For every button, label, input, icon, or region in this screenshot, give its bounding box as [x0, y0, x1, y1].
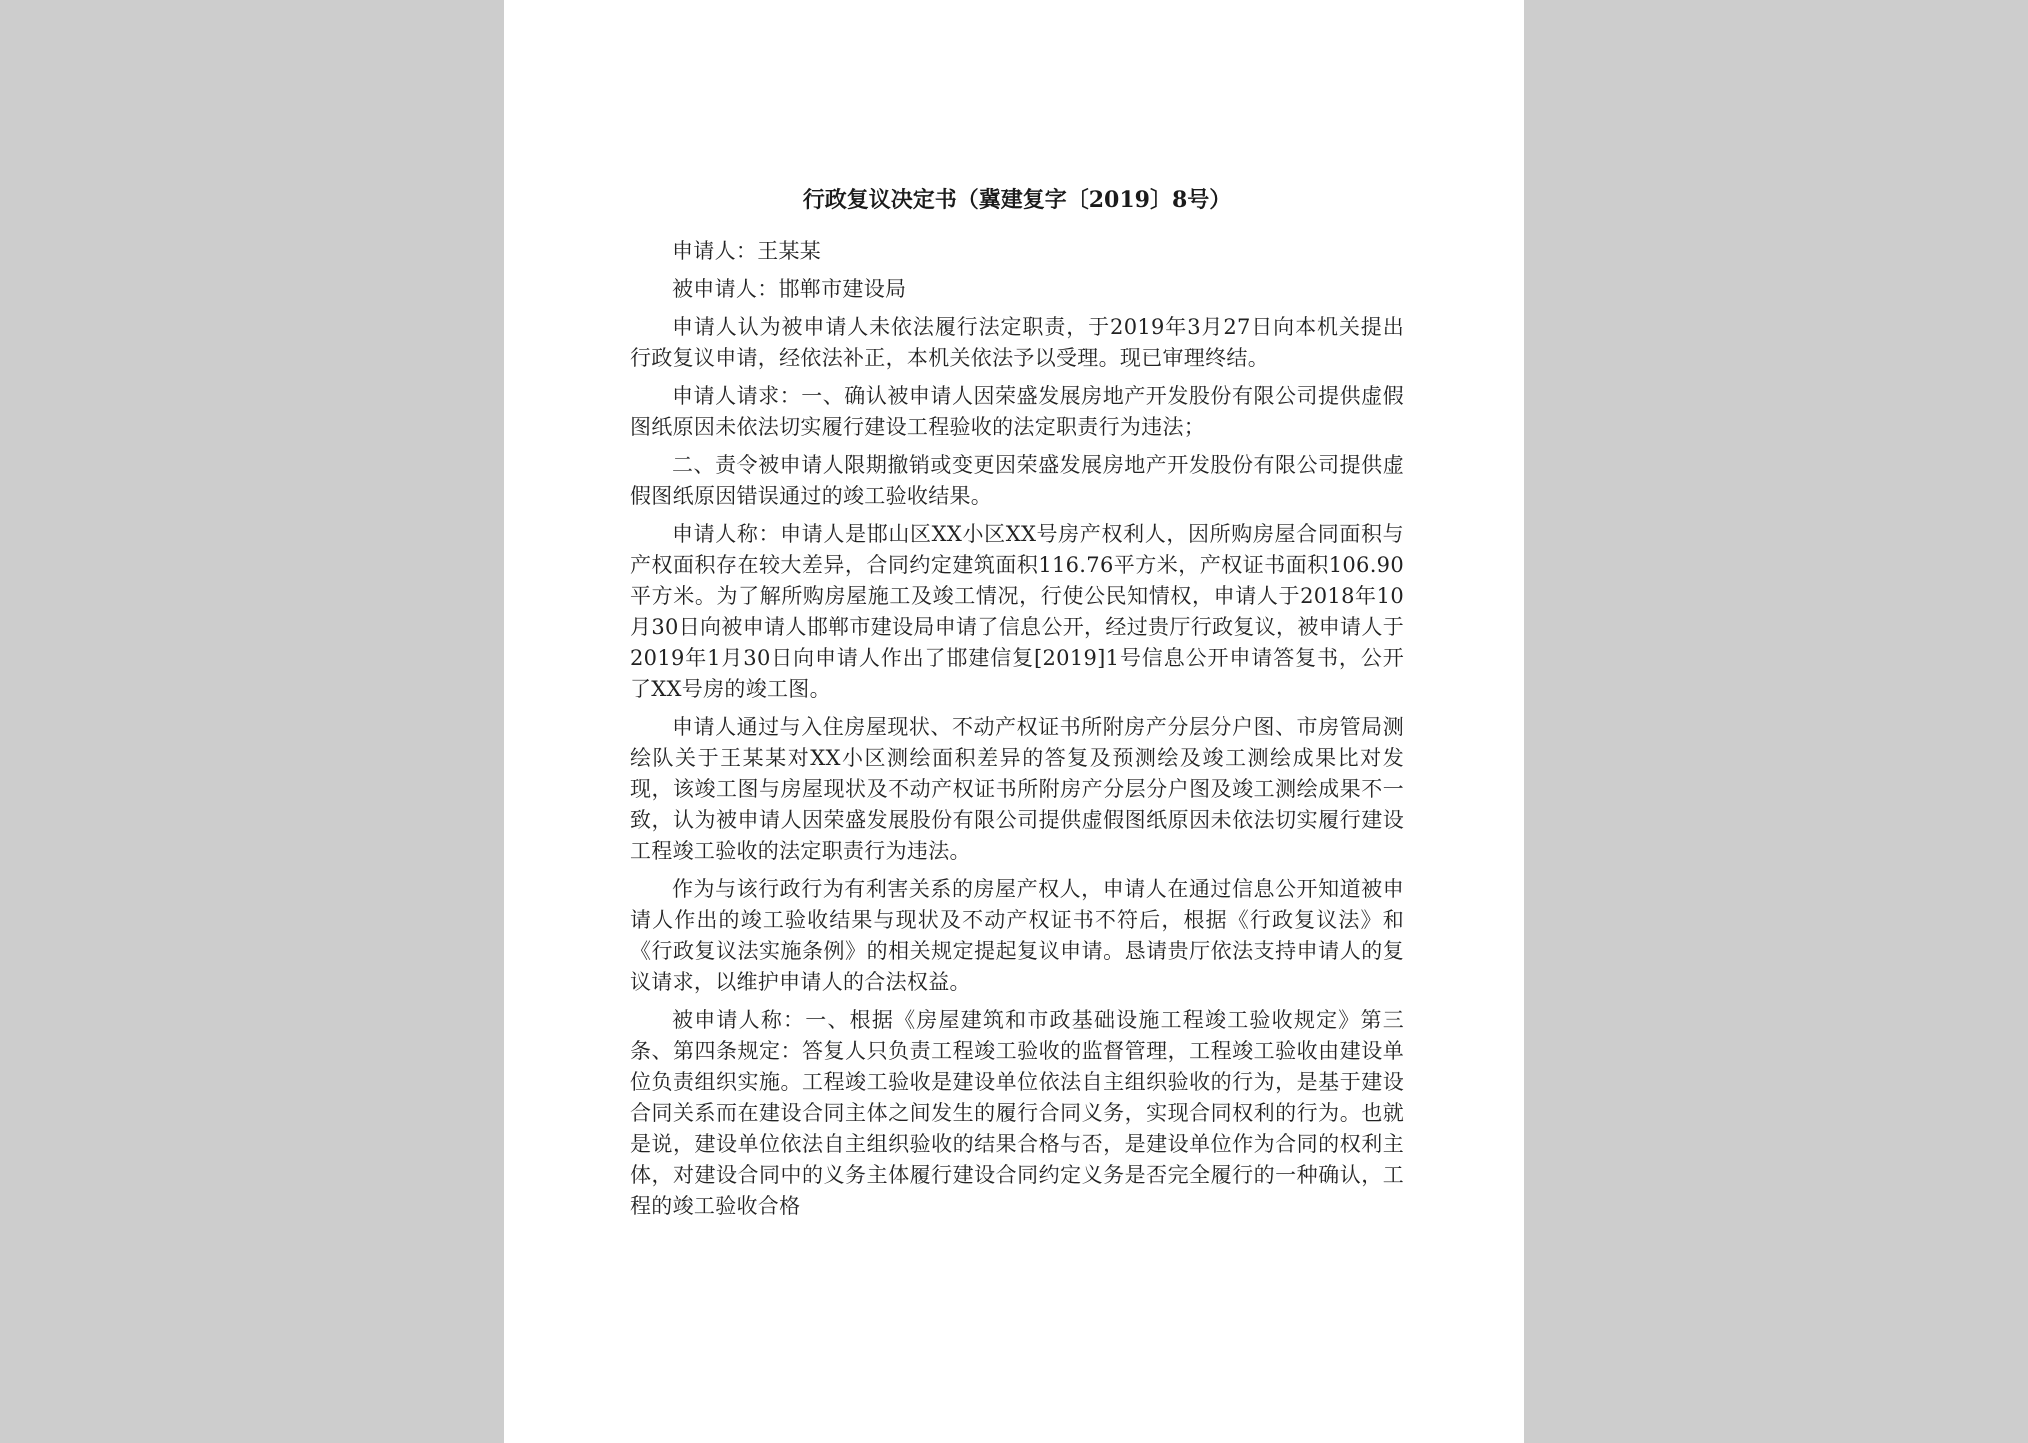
- paragraph-request-2: 二、责令被申请人限期撤销或变更因荣盛发展房地产开发股份有限公司提供虚假图纸原因错误通过的竣工验收结果。: [630, 453, 1404, 508]
- paragraph-applicant: 申请人：王某某: [672, 239, 822, 263]
- document-body: [630, 182, 1404, 1229]
- paragraph-respondent-claim: 被申请人称：一、根据《房屋建筑和市政基础设施工程竣工验收规定》第三条、第四条规定：答复人只负责工程竣工验收的监督管理，工程竣工验收由建设单位负责组织实施。工程竣工验收是建设单位依法自主组织验收的行为，是基于建设合同关系而在建设合同主体之间发生的履行合同义务，实现合同权利的行为。也就是说，建设单位依法自主组织验收的结果合格与否，是建设单位作为合同的权利主体，对建设合同中的义务主体履行建设合同约定义务是否完全履行的一种确认，工程的竣工验收合格: [630, 1008, 1404, 1218]
- document-title: 行政复议决定书（冀建复字〔2019〕8号）: [802, 187, 1232, 213]
- paragraph-intro: 申请人认为被申请人未依法履行法定职责，于2019年3月27日向本机关提出行政复议申请，经依法补正，本机关依法予以受理。现已审理终结。: [630, 315, 1404, 370]
- paragraph-applicant-claim: 申请人称：申请人是邯山区XX小区XX号房产权利人，因所购房屋合同面积与产权面积存在较大差异，合同约定建筑面积116.76平方米，产权证书面积106.90平方米。为了解所购房屋施工及竣工情况，行使公民知情权，申请人于2018年10月30日向被申请人邯郸市建设局申请了信息公开，经过贵厅行政复议，被申请人于2019年1月30日向申请人作出了邯建信复[2019]1号信息公开申请答复书，公开了XX号房的竣工图。: [630, 522, 1404, 701]
- paragraph-respondent: 被申请人：邯郸市建设局: [672, 277, 907, 301]
- document-page: [504, 0, 1524, 1443]
- paragraph-request-1: 申请人请求：一、确认被申请人因荣盛发展房地产开发股份有限公司提供虚假图纸原因未依法切实履行建设工程验收的法定职责行为违法；: [630, 384, 1404, 439]
- paragraph-applicant-comparison: 申请人通过与入住房屋现状、不动产权证书所附房产分层分户图、市房管局测绘队关于王某某对XX小区测绘面积差异的答复及预测绘及竣工测绘成果比对发现，该竣工图与房屋现状及不动产权证书所附房产分层分户图及竣工测绘成果不一致，认为被申请人因荣盛发展股份有限公司提供虚假图纸原因未依法切实履行建设工程竣工验收的法定职责行为违法。: [630, 715, 1404, 863]
- paragraph-applicant-basis: 作为与该行政行为有利害关系的房屋产权人，申请人在通过信息公开知道被申请人作出的竣工验收结果与现状及不动产权证书不符后，根据《行政复议法》和《行政复议法实施条例》的相关规定提起复议申请。恳请贵厅依法支持申请人的复议请求，以维护申请人的合法权益。: [630, 877, 1404, 994]
